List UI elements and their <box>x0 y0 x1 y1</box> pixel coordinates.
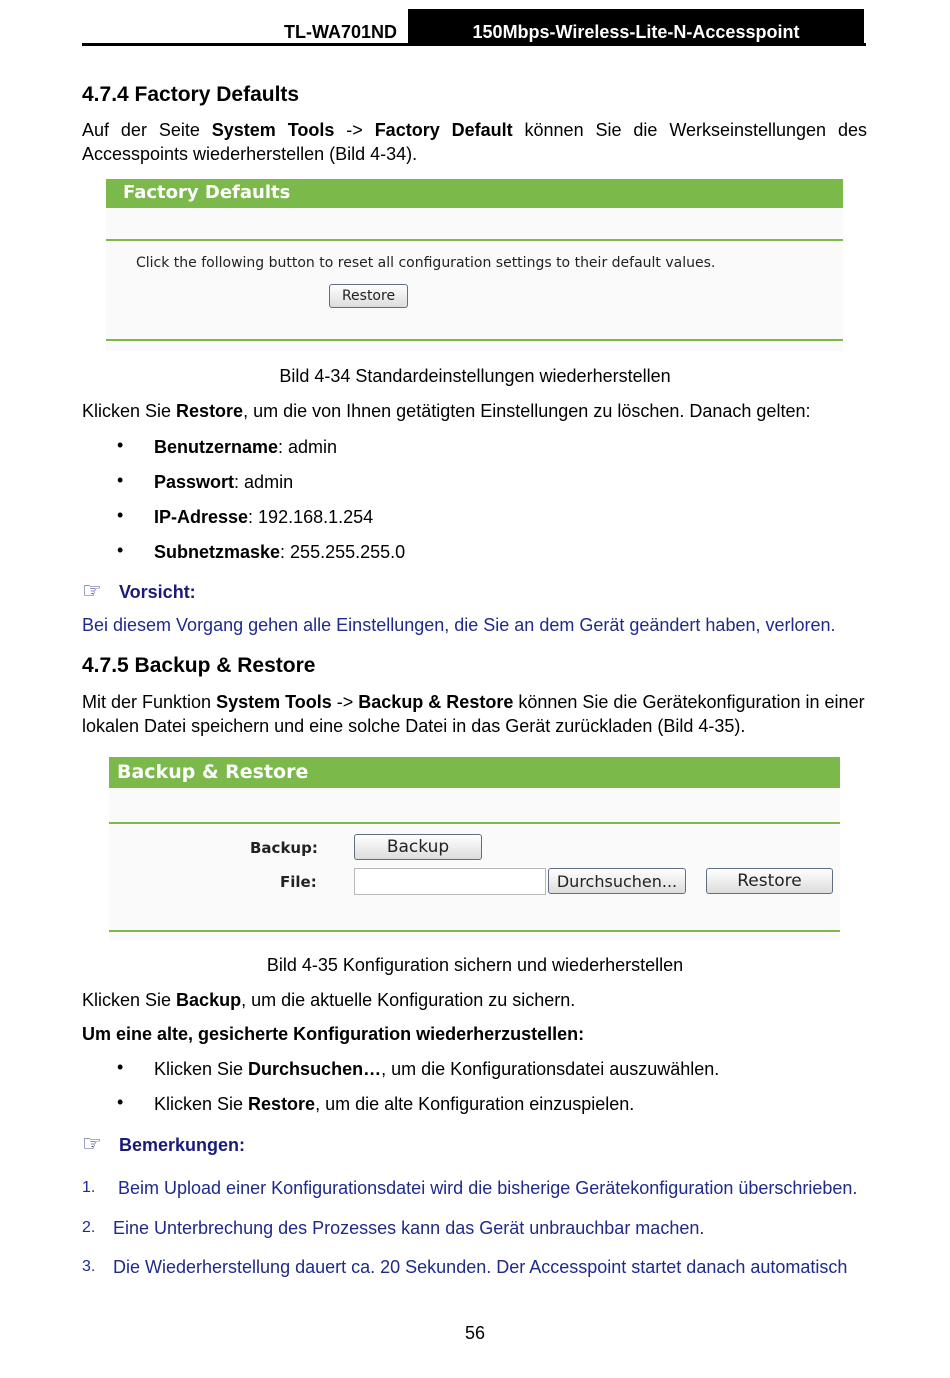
list-item: Subnetzmaske: 255.255.255.0 <box>154 542 406 562</box>
note-number: 1. <box>82 1179 96 1196</box>
list-item: Benutzername: admin <box>154 437 338 457</box>
bullet-icon: • <box>117 470 124 490</box>
section-heading-factory-defaults: 4.7.4 Factory Defaults <box>82 83 300 106</box>
backup-button[interactable]: Backup <box>354 834 482 860</box>
list-item: Klicken Sie Restore, um die alte Konfiguration einzuspielen. <box>154 1094 635 1114</box>
backup-label: Backup: <box>250 839 318 857</box>
panel-divider-top <box>109 822 840 824</box>
backup-restore-title: Backup & Restore <box>109 757 840 788</box>
file-path-input[interactable] <box>354 868 546 895</box>
section2-after-text: Klicken Sie Backup, um die aktuelle Konfiguration zu sichern. <box>82 990 576 1010</box>
bullet-icon: • <box>117 1092 124 1112</box>
panel-divider-top <box>106 239 843 241</box>
note-text: Die Wiederherstellung dauert ca. 20 Sekunden. Der Accesspoint startet danach automatisch <box>113 1257 848 1277</box>
list-item: IP-Adresse: 192.168.1.254 <box>154 507 374 527</box>
header-description: 150Mbps-Wireless-Lite-N-Accesspoint <box>472 22 800 42</box>
note-number: 3. <box>82 1258 96 1275</box>
panel-divider-bottom <box>109 930 840 932</box>
note-text: Beim Upload einer Konfigurationsdatei wird die bisherige Gerätekonfiguration überschrieben. <box>118 1178 858 1198</box>
bullet-icon: • <box>117 435 124 455</box>
factory-defaults-panel <box>106 179 843 351</box>
bullet-icon: • <box>117 1057 124 1077</box>
note-number: 2. <box>82 1219 96 1236</box>
caution-text: Bei diesem Vorgang gehen alle Einstellungen, die Sie an dem Gerät geändert haben, verloren. <box>82 615 836 635</box>
factory-defaults-message: Click the following button to reset all configuration settings to their default values. <box>136 255 716 271</box>
pointing-hand-icon: ☞ <box>82 1131 102 1156</box>
list-item: Klicken Sie Durchsuchen…, um die Konfigurationsdatei auszuwählen. <box>154 1059 720 1079</box>
restore-instructions-heading: Um eine alte, gesicherte Konfiguration wiederherzustellen: <box>82 1024 585 1044</box>
caution-title: Vorsicht: <box>119 582 196 602</box>
panel-divider-bottom <box>106 339 843 341</box>
header-rule <box>82 43 866 46</box>
section1-intro-line2: Accesspoints wiederherstellen (Bild 4-34). <box>82 144 418 164</box>
list-item: Passwort: admin <box>154 472 294 492</box>
figure-caption-4-35: Bild 4-35 Konfiguration sichern und wiederherstellen <box>266 955 684 975</box>
factory-defaults-title: Factory Defaults <box>106 179 843 208</box>
restore-defaults-button[interactable]: Restore <box>329 284 408 308</box>
section1-intro-line1: Auf der Seite System Tools -> Factory Default können Sie die Werkseinstellungen des <box>82 120 867 140</box>
section-heading-backup-restore: 4.7.5 Backup & Restore <box>82 654 316 677</box>
section2-intro-line2: lokalen Datei speichern und eine solche Datei in das Gerät zurückladen (Bild 4-35). <box>82 716 746 736</box>
note-text: Eine Unterbrechung des Prozesses kann das Gerät unbrauchbar machen. <box>113 1218 705 1238</box>
section1-after-text: Klicken Sie Restore, um die von Ihnen getätigten Einstellungen zu löschen. Danach gelten: <box>82 401 811 421</box>
restore-config-button[interactable]: Restore <box>706 868 833 894</box>
backup-restore-panel <box>109 757 840 940</box>
browse-button[interactable]: Durchsuchen... <box>548 868 686 894</box>
bullet-icon: • <box>117 540 124 560</box>
section2-intro-line1: Mit der Funktion System Tools -> Backup & Restore können Sie die Gerätekonfiguration in einer <box>82 692 865 712</box>
pointing-hand-icon: ☞ <box>82 578 102 603</box>
figure-caption-4-34: Bild 4-34 Standardeinstellungen wiederherstellen <box>279 366 671 386</box>
notes-title: Bemerkungen: <box>119 1135 246 1155</box>
header-model: TL-WA701ND <box>284 22 398 42</box>
file-label: File: <box>280 873 317 891</box>
bullet-icon: • <box>117 505 124 525</box>
page-number: 56 <box>464 1323 486 1343</box>
